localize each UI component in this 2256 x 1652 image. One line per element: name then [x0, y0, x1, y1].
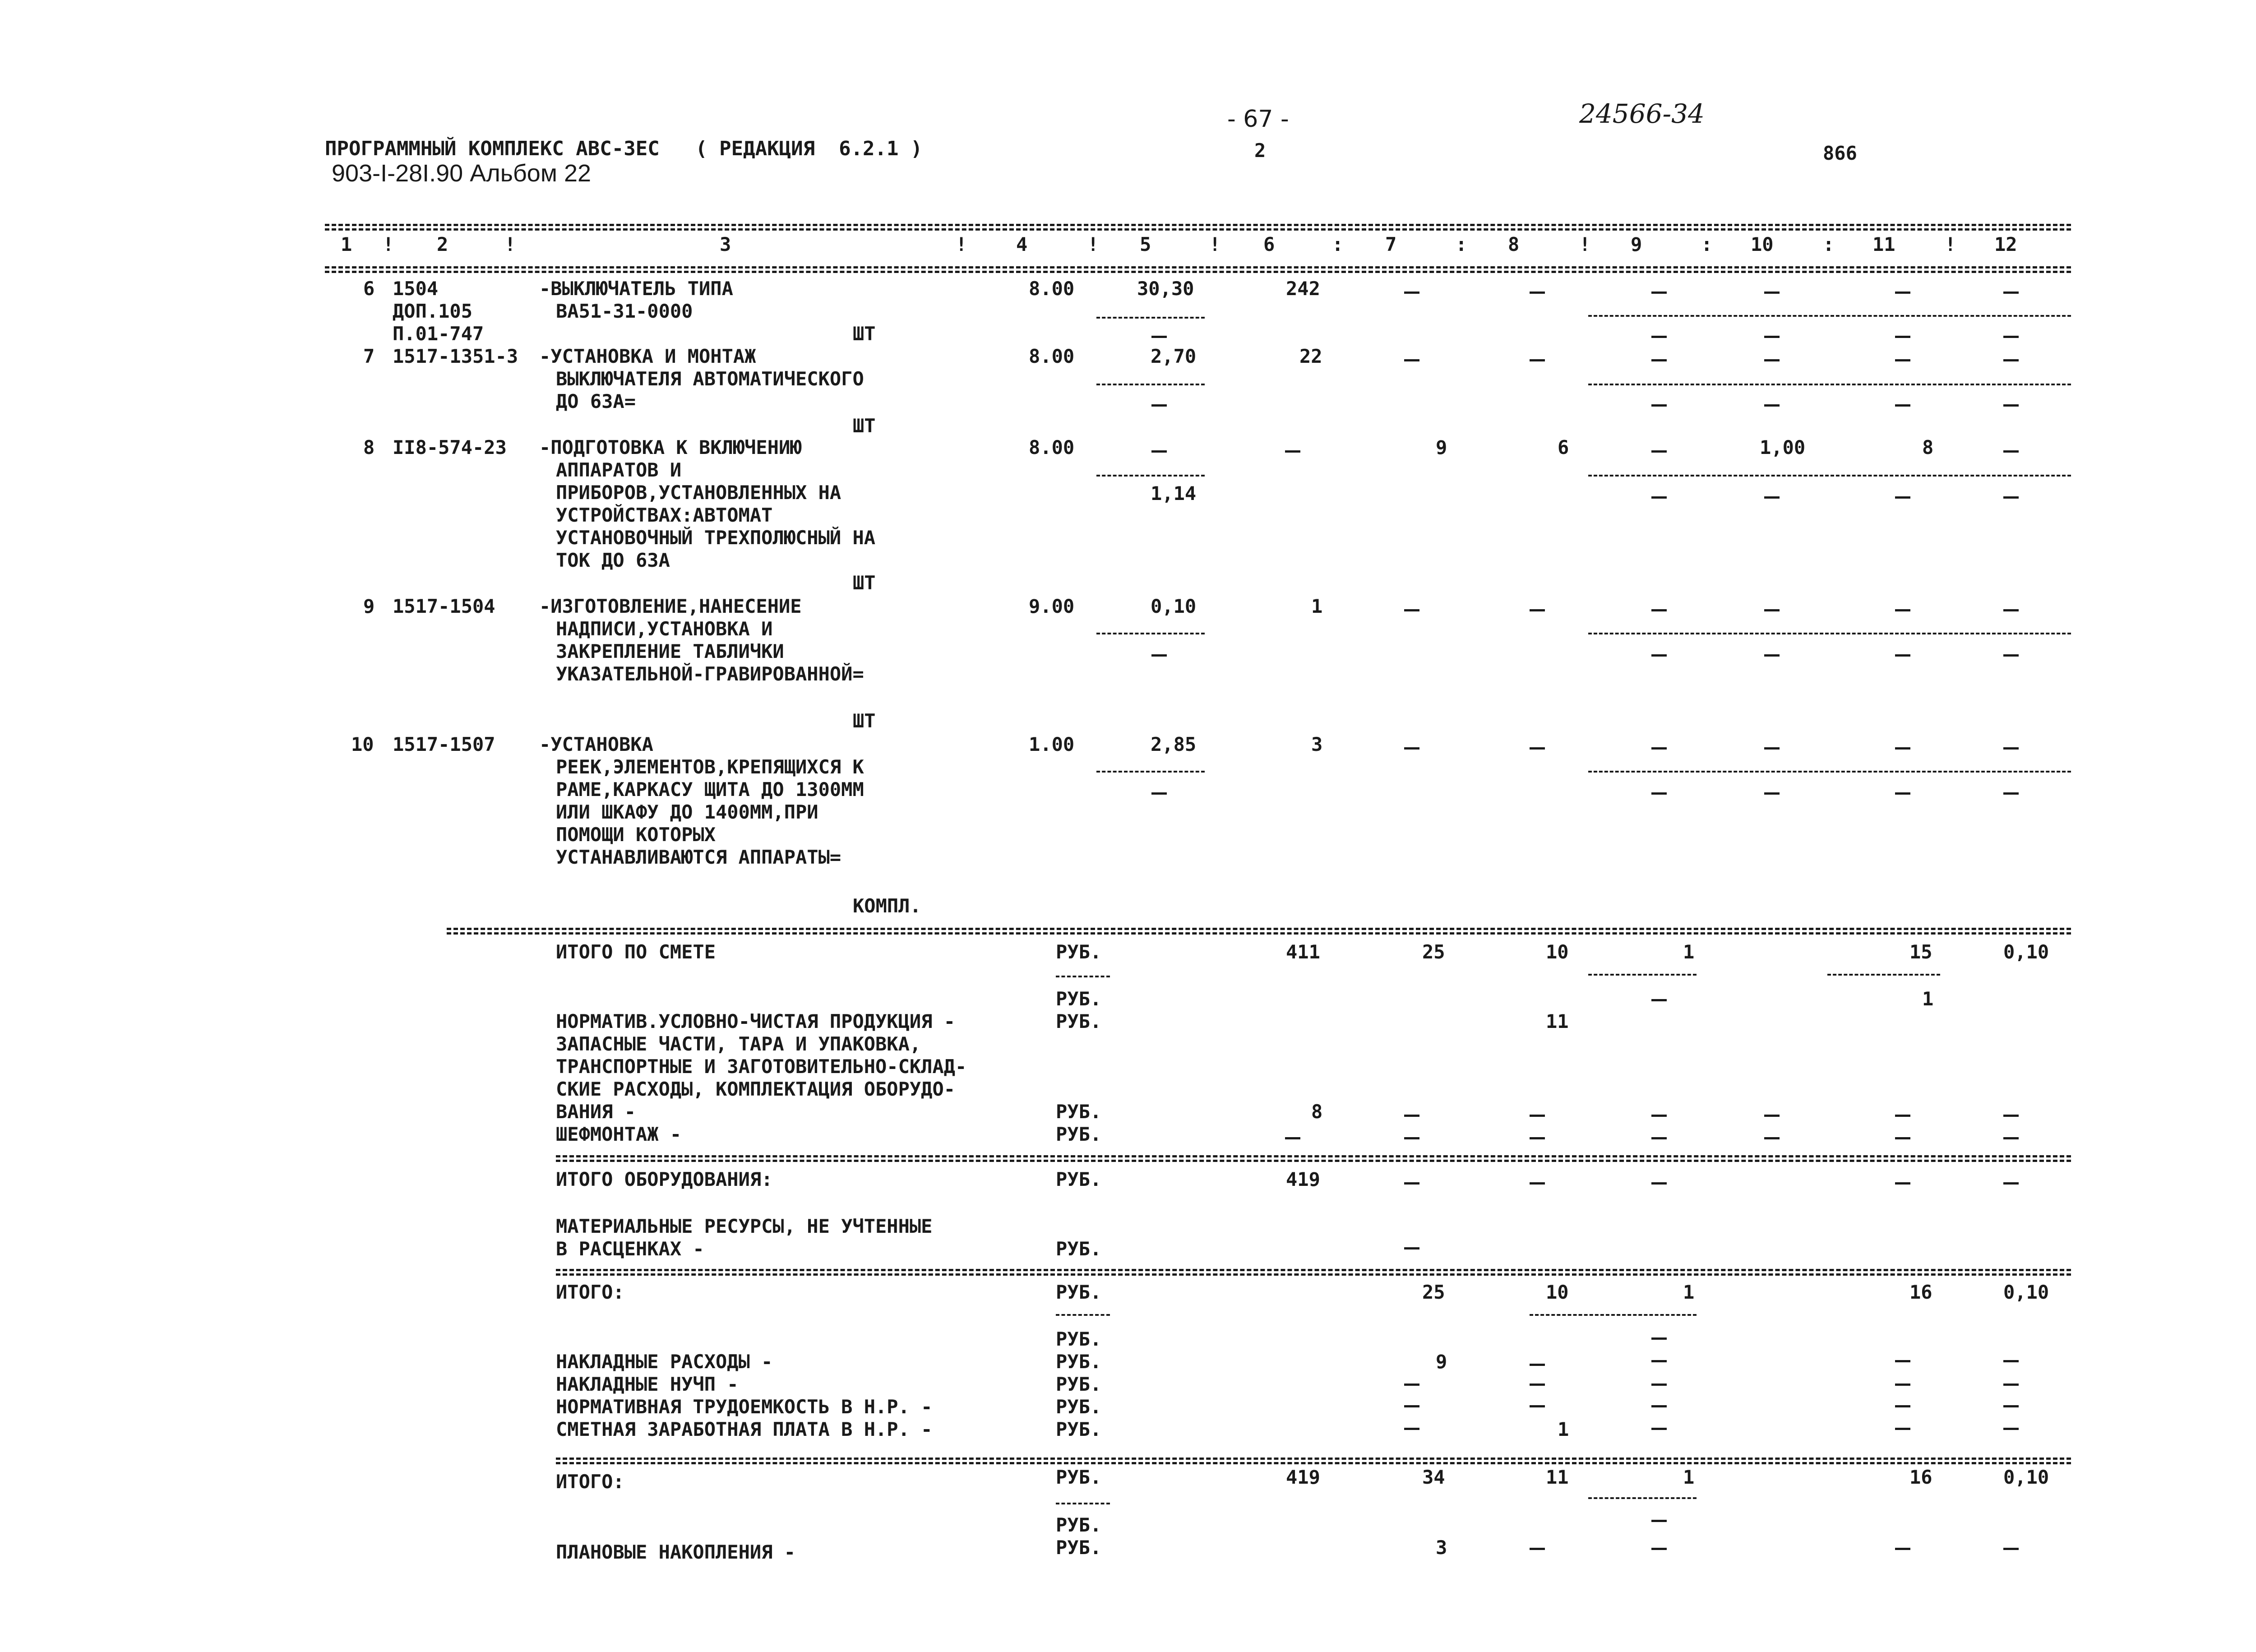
grand-total-label: ИТОГО:	[556, 1471, 624, 1493]
planned-label: ПЛАНОВЫЕ НАКОПЛЕНИЯ -	[556, 1541, 796, 1563]
empty-dash	[1764, 747, 1780, 750]
row-unit: ШТ	[853, 710, 876, 732]
row-description-line: -УСТАНОВКА	[539, 733, 653, 755]
empty-dash	[2003, 359, 2019, 361]
col-sep-5: !	[1209, 233, 1221, 255]
empty-dash	[1651, 1115, 1667, 1117]
empty-dash	[1651, 1360, 1667, 1362]
empty-dash	[2003, 1115, 2019, 1117]
col-header-10: 10	[1751, 233, 1774, 255]
row-col10: 1,00	[1760, 436, 1806, 458]
row-description-line: НАДПИСИ,УСТАНОВКА И	[556, 618, 773, 640]
row-unit: ШТ	[853, 415, 876, 437]
row-number: 8	[363, 436, 375, 458]
col11-underline	[1827, 974, 1940, 976]
total-estimate-col11b: 1	[1922, 988, 1934, 1010]
col-header-6: 6	[1263, 233, 1275, 255]
empty-dash	[1651, 450, 1667, 453]
empty-dash	[1651, 654, 1667, 657]
final-rule-2	[556, 1462, 2071, 1464]
cols-underline	[1588, 475, 2071, 477]
total-estimate-col8: 10	[1546, 941, 1569, 963]
row-unit: ШТ	[853, 323, 876, 345]
row-sum: 22	[1299, 345, 1322, 367]
empty-dash	[1651, 1520, 1667, 1522]
unit-underline	[1056, 1503, 1110, 1504]
col-header-2: 2	[437, 233, 448, 255]
empty-dash	[1651, 1182, 1667, 1185]
price-underline	[1096, 384, 1205, 385]
itogo-rule-2	[556, 1273, 2071, 1276]
empty-dash	[1404, 1384, 1419, 1386]
empty-dash	[1895, 747, 1910, 750]
row-unit: КОМПЛ.	[853, 895, 921, 917]
empty-dash	[1764, 359, 1780, 361]
empty-dash	[1651, 292, 1667, 294]
overhead-label: НОРМАТИВНАЯ ТРУДОЕМКОСТЬ В Н.Р. -	[556, 1396, 933, 1418]
row-description-line: АППАРАТОВ И	[556, 459, 682, 481]
row-description-line: -ВЫКЛЮЧАТЕЛЬ ТИПА	[539, 278, 733, 300]
overhead-unit: РУБ.	[1056, 1351, 1102, 1373]
empty-dash	[1651, 359, 1667, 361]
program-title: ПРОГРАММНЫЙ КОМПЛЕКС АВС-3ЕС ( РЕДАКЦИЯ 6.2.1 )	[325, 137, 923, 160]
empty-dash	[1404, 747, 1419, 750]
empty-dash	[1530, 1405, 1545, 1407]
empty-dash	[1895, 1115, 1910, 1117]
norm-label-line: НОРМАТИВ.УСЛОВНО-ЧИСТАЯ ПРОДУКЦИЯ -	[556, 1010, 956, 1032]
overhead-label: НАКЛАДНЫЕ РАСХОДЫ -	[556, 1351, 773, 1373]
empty-dash	[1895, 1360, 1910, 1362]
overhead-unit: РУБ.	[1056, 1418, 1102, 1440]
col-sep-2: !	[504, 233, 516, 255]
empty-dash	[1651, 1384, 1667, 1386]
page-number: - 67 -	[1227, 106, 1289, 133]
col8-9-underline	[1530, 1314, 1697, 1316]
total-estimate-col12: 0,10	[2003, 941, 2049, 963]
empty-dash	[1530, 747, 1545, 750]
empty-dash	[2003, 1137, 2019, 1139]
komplekt-col6: 8	[1311, 1101, 1323, 1123]
empty-dash	[1895, 336, 1910, 338]
empty-dash	[1285, 450, 1300, 453]
row-price: 2,85	[1151, 733, 1197, 755]
material-label-line: МАТЕРИАЛЬНЫЕ РЕСУРСЫ, НЕ УЧТЕННЫЕ	[556, 1215, 933, 1237]
cols-underline	[1588, 633, 2071, 634]
row-price: 30,30	[1137, 278, 1194, 300]
row-description-line: -ПОДГОТОВКА К ВКЛЮЧЕНИЮ	[539, 436, 802, 458]
row-number: 7	[363, 345, 375, 367]
row-description-line: УСТРОЙСТВАХ:АВТОМАТ	[556, 504, 773, 526]
empty-dash	[2003, 496, 2019, 499]
price-underline	[1096, 771, 1205, 773]
row-code-line: ДОП.105	[393, 300, 473, 322]
empty-dash	[2003, 609, 2019, 611]
norm-col8: 11	[1546, 1010, 1569, 1032]
equipment-rule-2	[556, 1160, 2071, 1162]
total-estimate-unit: РУБ.	[1056, 941, 1102, 963]
empty-dash	[2003, 292, 2019, 294]
shefmontazh-unit: РУБ.	[1056, 1123, 1102, 1145]
empty-dash	[1530, 1364, 1545, 1366]
overhead-unit: РУБ.	[1056, 1396, 1102, 1418]
header-bottom-rule	[325, 266, 2071, 268]
empty-dash	[1530, 1548, 1545, 1550]
row-number: 9	[363, 595, 375, 617]
col-sep-10: :	[1823, 233, 1835, 255]
handwritten-code: 24566-34	[1579, 98, 1705, 129]
col-header-5: 5	[1140, 233, 1151, 255]
grand-total-col6: 419	[1286, 1466, 1320, 1488]
empty-dash	[1404, 1137, 1419, 1139]
row-description-line: ВЫКЛЮЧАТЕЛЯ АВТОМАТИЧЕСКОГО	[556, 368, 864, 390]
row-code-line: 1517-1504	[393, 595, 495, 617]
empty-dash	[1895, 609, 1910, 611]
empty-dash	[1764, 1115, 1780, 1117]
row-description-line: ПОМОЩИ КОТОРЫХ	[556, 824, 716, 846]
row-description-line: УКАЗАТЕЛЬНОЙ-ГРАВИРОВАННОЙ=	[556, 663, 864, 685]
col-sep-7: :	[1456, 233, 1467, 255]
empty-dash	[1895, 792, 1910, 795]
total-estimate-label: ИТОГО ПО СМЕТЕ	[556, 941, 716, 963]
row-code-line: 1517-1507	[393, 733, 495, 755]
empty-dash	[1651, 1405, 1667, 1407]
row-description-line: ИЛИ ШКАФУ ДО 1400ММ,ПРИ	[556, 801, 818, 823]
empty-dash	[1530, 1137, 1545, 1139]
empty-dash	[1651, 404, 1667, 407]
empty-dash	[1404, 1247, 1419, 1249]
empty-dash	[1651, 747, 1667, 750]
empty-dash	[1764, 496, 1780, 499]
empty-dash	[1895, 1405, 1910, 1407]
planned-col7: 3	[1436, 1536, 1447, 1559]
material-unit: РУБ.	[1056, 1238, 1102, 1260]
row-number: 6	[363, 278, 375, 300]
row-description-line: ЗАКРЕПЛЕНИЕ ТАБЛИЧКИ	[556, 640, 784, 662]
total-estimate-col6: 411	[1286, 941, 1320, 963]
empty-dash	[1895, 496, 1910, 499]
row-description-line: ТОК ДО 63А	[556, 549, 670, 571]
row-price: 2,70	[1151, 345, 1197, 367]
overhead-col8: 1	[1558, 1418, 1569, 1440]
empty-dash	[1764, 609, 1780, 611]
row-quantity: 8.00	[1029, 436, 1075, 458]
overhead-unit: РУБ.	[1056, 1373, 1102, 1395]
norm-unit: РУБ.	[1056, 1010, 1102, 1032]
empty-dash	[1651, 496, 1667, 499]
col-sep-4: !	[1087, 233, 1099, 255]
row-code-line: II8-574-23	[393, 436, 507, 458]
col-header-9: 9	[1631, 233, 1642, 255]
empty-dash	[1895, 1384, 1910, 1386]
empty-dash	[1764, 292, 1780, 294]
empty-dash	[1530, 609, 1545, 611]
row-col11: 8	[1922, 436, 1934, 458]
overhead-label: НАКЛАДНЫЕ НУЧП -	[556, 1373, 739, 1395]
summary-rule	[447, 928, 2071, 930]
row-description-line: -ИЗГОТОВЛЕНИЕ,НАНЕСЕНИЕ	[539, 595, 802, 617]
empty-dash	[1764, 654, 1780, 657]
subtotal-col9: 1	[1683, 1281, 1695, 1303]
equipment-total-col6: 419	[1286, 1168, 1320, 1190]
row-quantity: 8.00	[1029, 278, 1075, 300]
empty-dash	[1404, 292, 1419, 294]
grand-total-col11: 16	[1909, 1466, 1932, 1488]
equipment-rule	[556, 1155, 2071, 1157]
row-price: 0,10	[1151, 595, 1197, 617]
col-header-1: 1	[341, 233, 352, 255]
col-header-4: 4	[1016, 233, 1028, 255]
total-estimate-unit2: РУБ.	[1056, 988, 1102, 1010]
empty-dash	[1151, 792, 1167, 795]
empty-dash	[2003, 336, 2019, 338]
empty-dash	[1651, 1548, 1667, 1550]
empty-dash	[1895, 1137, 1910, 1139]
col-sep-1: !	[383, 233, 394, 255]
itogo-rule	[556, 1269, 2071, 1271]
col-header-8: 8	[1508, 233, 1520, 255]
row-code-line: П.01-747	[393, 323, 484, 345]
subtotal-unit2: РУБ.	[1056, 1328, 1102, 1350]
col-header-11: 11	[1872, 233, 1895, 255]
row-description-line: ДО 63А=	[556, 390, 636, 412]
subtotal-unit: РУБ.	[1056, 1281, 1102, 1303]
header-top-rule	[325, 224, 2071, 226]
empty-dash	[1404, 1405, 1419, 1407]
overhead-col7: 9	[1436, 1351, 1447, 1373]
row-col7: 9	[1436, 436, 1447, 458]
empty-dash	[2003, 1428, 2019, 1430]
unit-underline	[1056, 976, 1110, 977]
row-sum: 1	[1311, 595, 1323, 617]
empty-dash	[1530, 1182, 1545, 1185]
row-description-line: УСТАНОВОЧНЫЙ ТРЕХПОЛЮСНЫЙ НА	[556, 527, 876, 549]
sheet-number: 2	[1254, 139, 1266, 162]
price-underline	[1096, 317, 1205, 319]
norm-label-line: СКИЕ РАСХОДЫ, КОМПЛЕКТАЦИЯ ОБОРУДО-	[556, 1078, 956, 1100]
komplekt-unit: РУБ.	[1056, 1101, 1102, 1123]
empty-dash	[1764, 336, 1780, 338]
empty-dash	[1651, 1137, 1667, 1139]
price-underline	[1096, 633, 1205, 634]
empty-dash	[1530, 359, 1545, 361]
row-quantity: 9.00	[1029, 595, 1075, 617]
empty-dash	[1895, 654, 1910, 657]
empty-dash	[1895, 1548, 1910, 1550]
subtotal-label: ИТОГО:	[556, 1281, 624, 1303]
empty-dash	[1404, 1182, 1419, 1185]
empty-dash	[1651, 792, 1667, 795]
col-sep-11: !	[1945, 233, 1956, 255]
col-sep-9: :	[1701, 233, 1713, 255]
col-header-3: 3	[720, 233, 731, 255]
total-estimate-col7: 25	[1422, 941, 1445, 963]
empty-dash	[1151, 450, 1167, 453]
empty-dash	[1651, 999, 1667, 1001]
norm-label-line: ТРАНСПОРТНЫЕ И ЗАГОТОВИТЕЛЬНО-СКЛАД-	[556, 1055, 967, 1078]
col9-underline	[1588, 974, 1697, 976]
empty-dash	[2003, 450, 2019, 453]
empty-dash	[1651, 609, 1667, 611]
empty-dash	[1404, 1115, 1419, 1117]
col-sep-3: !	[956, 233, 967, 255]
empty-dash	[1764, 792, 1780, 795]
empty-dash	[2003, 1360, 2019, 1362]
row-col8: 6	[1558, 436, 1569, 458]
empty-dash	[1151, 654, 1167, 657]
grand-total-col8: 11	[1546, 1466, 1569, 1488]
col-header-7: 7	[1385, 233, 1397, 255]
grand-total-unit: РУБ.	[1056, 1466, 1102, 1488]
total-estimate-col11: 15	[1909, 941, 1932, 963]
grand-total-col7: 34	[1422, 1466, 1445, 1488]
empty-dash	[2003, 1384, 2019, 1386]
norm-label-line: ШЕФМОНТАЖ -	[556, 1123, 682, 1145]
cols-underline	[1588, 771, 2071, 773]
empty-dash	[1764, 1137, 1780, 1139]
empty-dash	[2003, 404, 2019, 407]
row-code-line: 1517-1351-3	[393, 345, 518, 367]
row-quantity: 1.00	[1029, 733, 1075, 755]
row-code-line: 1504	[393, 278, 439, 300]
row-price: 1,14	[1151, 482, 1197, 504]
col8-9-underline	[1588, 1497, 1697, 1499]
row-description-line: УСТАНАВЛИВАЮТСЯ АППАРАТЫ=	[556, 846, 841, 868]
norm-label-line: ВАНИЯ -	[556, 1101, 636, 1123]
empty-dash	[2003, 1548, 2019, 1550]
summary-rule-2	[447, 932, 2071, 935]
col-sep-6: :	[1332, 233, 1344, 255]
empty-dash	[1151, 336, 1167, 338]
album-label: 903-I-28I.90 Альбом 22	[332, 160, 592, 187]
empty-dash	[1530, 292, 1545, 294]
empty-dash	[1651, 1337, 1667, 1340]
empty-dash	[2003, 654, 2019, 657]
header-bottom-rule-2	[325, 271, 2071, 273]
col-sep-8: !	[1579, 233, 1591, 255]
price-underline	[1096, 475, 1205, 477]
empty-dash	[1895, 1182, 1910, 1185]
empty-dash	[1764, 404, 1780, 407]
empty-dash	[1530, 1384, 1545, 1386]
subtotal-col8: 10	[1546, 1281, 1569, 1303]
row-sum: 242	[1286, 278, 1320, 300]
material-label-line: В РАСЦЕНКАХ -	[556, 1238, 704, 1260]
header-top-rule-2	[325, 228, 2071, 231]
subtotal-col11: 16	[1909, 1281, 1932, 1303]
row-unit: ШТ	[853, 572, 876, 594]
overhead-label: СМЕТНАЯ ЗАРАБОТНАЯ ПЛАТА В Н.Р. -	[556, 1418, 933, 1440]
cols-underline	[1588, 384, 2071, 385]
equipment-total-label: ИТОГО ОБОРУДОВАНИЯ:	[556, 1168, 773, 1190]
empty-dash	[1404, 609, 1419, 611]
cols-underline	[1588, 315, 2071, 317]
row-description-line: -УСТАНОВКА И МОНТАЖ	[539, 345, 756, 367]
final-rule	[556, 1458, 2071, 1460]
subtotal-col7: 25	[1422, 1281, 1445, 1303]
empty-dash	[1651, 1428, 1667, 1430]
row-sum: 3	[1311, 733, 1323, 755]
row-number: 10	[351, 733, 374, 755]
empty-dash	[1530, 1115, 1545, 1117]
empty-dash	[1895, 404, 1910, 407]
subtotal-col12: 0,10	[2003, 1281, 2049, 1303]
empty-dash	[1404, 359, 1419, 361]
grand-total-col9: 1	[1683, 1466, 1695, 1488]
equipment-total-unit: РУБ.	[1056, 1168, 1102, 1190]
row-description-line: РЕЕК,ЭЛЕМЕНТОВ,КРЕПЯЩИХСЯ К	[556, 756, 864, 778]
empty-dash	[1895, 292, 1910, 294]
empty-dash	[1151, 404, 1167, 407]
planned-unit: РУБ.	[1056, 1536, 1102, 1559]
row-quantity: 8.00	[1029, 345, 1075, 367]
unit-underline	[1056, 1314, 1110, 1316]
empty-dash	[1285, 1137, 1300, 1139]
empty-dash	[1404, 1428, 1419, 1430]
total-estimate-col9: 1	[1683, 941, 1695, 963]
empty-dash	[1651, 336, 1667, 338]
empty-dash	[2003, 1405, 2019, 1407]
empty-dash	[2003, 792, 2019, 795]
empty-dash	[2003, 1182, 2019, 1185]
empty-dash	[1895, 1428, 1910, 1430]
empty-dash	[2003, 747, 2019, 750]
grand-total-unit2: РУБ.	[1056, 1514, 1102, 1536]
row-description-line: РАМЕ,КАРКАСУ ЩИТА ДО 1300ММ	[556, 778, 864, 801]
empty-dash	[1895, 359, 1910, 361]
row-description-line: ПРИБОРОВ,УСТАНОВЛЕННЫХ НА	[556, 481, 841, 504]
col-header-12: 12	[1994, 233, 2017, 255]
norm-label-line: ЗАПАСНЫЕ ЧАСТИ, ТАРА И УПАКОВКА,	[556, 1033, 921, 1055]
grand-total-col12: 0,10	[2003, 1466, 2049, 1488]
right-code: 866	[1823, 142, 1857, 164]
row-description-line: ВА51-31-0000	[556, 300, 693, 322]
